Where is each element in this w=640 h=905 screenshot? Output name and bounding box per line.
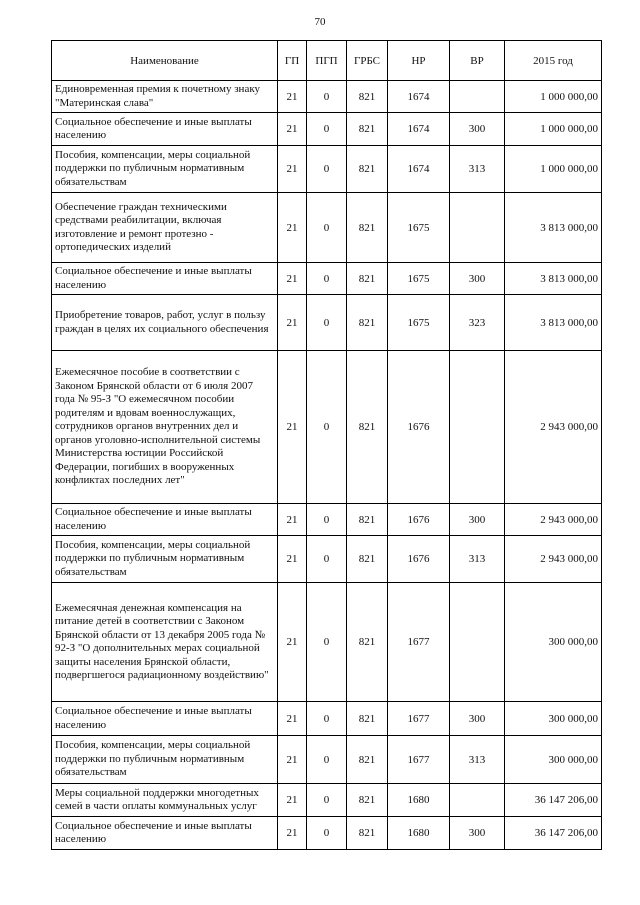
row-name: Пособия, компенсации, меры социальной поддержки по публичным нормативным обязательствам — [52, 536, 278, 583]
row-vr: 300 — [450, 504, 505, 536]
table-row — [52, 113, 602, 146]
row-grbs: 821 — [347, 536, 388, 583]
row-gp: 21 — [278, 583, 307, 702]
row-amount: 3 813 000,00 — [505, 193, 602, 263]
row-vr — [450, 351, 505, 504]
row-name: Ежемесячная денежная компенсация на питание детей в соответствии с Законом Брянской области от 13 декабря 2005 года № 92-З "О дополнительных мерах социальной защиты населения Брянской области, подвергшегося радиационному воздействию" — [52, 583, 278, 702]
header-name: Наименование — [52, 41, 278, 81]
row-amount: 36 147 206,00 — [505, 784, 602, 817]
row-grbs: 821 — [347, 81, 388, 113]
row-nr: 1676 — [388, 536, 450, 583]
row-grbs: 821 — [347, 351, 388, 504]
row-pgp: 0 — [307, 504, 347, 536]
table-row — [52, 536, 602, 583]
row-name: Обеспечение граждан техническими средствами реабилитации, включая изготовление и ремонт протезно - ортопедических изделий — [52, 193, 278, 263]
row-grbs: 821 — [347, 295, 388, 351]
row-vr — [450, 784, 505, 817]
row-nr: 1675 — [388, 193, 450, 263]
row-grbs: 821 — [347, 146, 388, 193]
budget-table — [51, 40, 602, 850]
table-row — [52, 146, 602, 193]
row-gp: 21 — [278, 736, 307, 784]
row-grbs: 821 — [347, 583, 388, 702]
table-row — [52, 736, 602, 784]
row-vr: 300 — [450, 817, 505, 850]
row-name: Социальное обеспечение и иные выплаты населению — [52, 817, 278, 850]
row-pgp: 0 — [307, 113, 347, 146]
row-gp: 21 — [278, 351, 307, 504]
row-name: Приобретение товаров, работ, услуг в пользу граждан в целях их социального обеспечения — [52, 295, 278, 351]
table-row — [52, 784, 602, 817]
row-amount: 2 943 000,00 — [505, 536, 602, 583]
row-gp: 21 — [278, 263, 307, 295]
row-gp: 21 — [278, 817, 307, 850]
row-nr: 1675 — [388, 295, 450, 351]
row-grbs: 821 — [347, 702, 388, 736]
row-amount: 300 000,00 — [505, 702, 602, 736]
row-name: Пособия, компенсации, меры социальной поддержки по публичным нормативным обязательствам — [52, 146, 278, 193]
header-grbs: ГРБС — [347, 41, 388, 81]
row-vr: 300 — [450, 702, 505, 736]
row-amount: 2 943 000,00 — [505, 504, 602, 536]
row-grbs: 821 — [347, 263, 388, 295]
row-gp: 21 — [278, 504, 307, 536]
row-nr: 1676 — [388, 504, 450, 536]
row-nr: 1677 — [388, 583, 450, 702]
table-row — [52, 263, 602, 295]
row-amount: 1 000 000,00 — [505, 113, 602, 146]
row-amount: 3 813 000,00 — [505, 263, 602, 295]
row-amount: 1 000 000,00 — [505, 146, 602, 193]
row-pgp: 0 — [307, 736, 347, 784]
page-number: 70 — [314, 16, 326, 28]
row-gp: 21 — [278, 702, 307, 736]
row-vr: 300 — [450, 263, 505, 295]
header-year: 2015 год — [505, 41, 602, 81]
row-nr: 1680 — [388, 784, 450, 817]
row-nr: 1674 — [388, 146, 450, 193]
table-row — [52, 504, 602, 536]
row-grbs: 821 — [347, 817, 388, 850]
row-amount: 300 000,00 — [505, 736, 602, 784]
row-name: Единовременная премия к почетному знаку "Материнская слава" — [52, 81, 278, 113]
row-pgp: 0 — [307, 193, 347, 263]
row-grbs: 821 — [347, 736, 388, 784]
row-gp: 21 — [278, 193, 307, 263]
row-name: Меры социальной поддержки многодетных семей в части оплаты коммунальных услуг — [52, 784, 278, 817]
row-nr: 1680 — [388, 817, 450, 850]
row-name: Ежемесячное пособие в соответствии с Законом Брянской области от 6 июля 2007 года № 95-З "О ежемесячном пособии родителям и вдовам военнослужащих, сотрудников органов внутренних дел и органов уголовно-исполнительной системы Министерства юстиции Российской Федерации, погибших в вооруженных конфликтах последних лет" — [52, 351, 278, 504]
row-grbs: 821 — [347, 193, 388, 263]
row-vr: 313 — [450, 146, 505, 193]
row-amount: 3 813 000,00 — [505, 295, 602, 351]
row-nr: 1676 — [388, 351, 450, 504]
table-row — [52, 583, 602, 702]
row-pgp: 0 — [307, 263, 347, 295]
row-nr: 1675 — [388, 263, 450, 295]
header-vr: ВР — [450, 41, 505, 81]
row-grbs: 821 — [347, 113, 388, 146]
header-pgp: ПГП — [307, 41, 347, 81]
row-vr: 313 — [450, 736, 505, 784]
row-gp: 21 — [278, 536, 307, 583]
row-vr: 300 — [450, 113, 505, 146]
table-row — [52, 193, 602, 263]
table-row — [52, 81, 602, 113]
row-grbs: 821 — [347, 784, 388, 817]
row-nr: 1677 — [388, 702, 450, 736]
row-nr: 1677 — [388, 736, 450, 784]
table-row — [52, 702, 602, 736]
row-gp: 21 — [278, 113, 307, 146]
row-vr: 323 — [450, 295, 505, 351]
row-grbs: 821 — [347, 504, 388, 536]
row-pgp: 0 — [307, 536, 347, 583]
row-pgp: 0 — [307, 784, 347, 817]
row-name: Социальное обеспечение и иные выплаты населению — [52, 504, 278, 536]
row-gp: 21 — [278, 81, 307, 113]
table-row — [52, 295, 602, 351]
row-amount: 300 000,00 — [505, 583, 602, 702]
header-gp: ГП — [278, 41, 307, 81]
row-amount: 36 147 206,00 — [505, 817, 602, 850]
row-pgp: 0 — [307, 817, 347, 850]
row-gp: 21 — [278, 784, 307, 817]
row-pgp: 0 — [307, 295, 347, 351]
row-vr — [450, 583, 505, 702]
row-pgp: 0 — [307, 583, 347, 702]
row-name: Социальное обеспечение и иные выплаты населению — [52, 263, 278, 295]
row-pgp: 0 — [307, 146, 347, 193]
row-name: Социальное обеспечение и иные выплаты населению — [52, 702, 278, 736]
row-pgp: 0 — [307, 702, 347, 736]
header-row — [52, 41, 602, 81]
row-name: Социальное обеспечение и иные выплаты населению — [52, 113, 278, 146]
table-row — [52, 351, 602, 504]
table-row — [52, 817, 602, 850]
row-nr: 1674 — [388, 81, 450, 113]
header-nr: НР — [388, 41, 450, 81]
row-name: Пособия, компенсации, меры социальной поддержки по публичным нормативным обязательствам — [52, 736, 278, 784]
row-amount: 1 000 000,00 — [505, 81, 602, 113]
row-vr — [450, 193, 505, 263]
row-vr: 313 — [450, 536, 505, 583]
row-gp: 21 — [278, 295, 307, 351]
row-pgp: 0 — [307, 81, 347, 113]
row-vr — [450, 81, 505, 113]
row-amount: 2 943 000,00 — [505, 351, 602, 504]
row-nr: 1674 — [388, 113, 450, 146]
row-pgp: 0 — [307, 351, 347, 504]
row-gp: 21 — [278, 146, 307, 193]
